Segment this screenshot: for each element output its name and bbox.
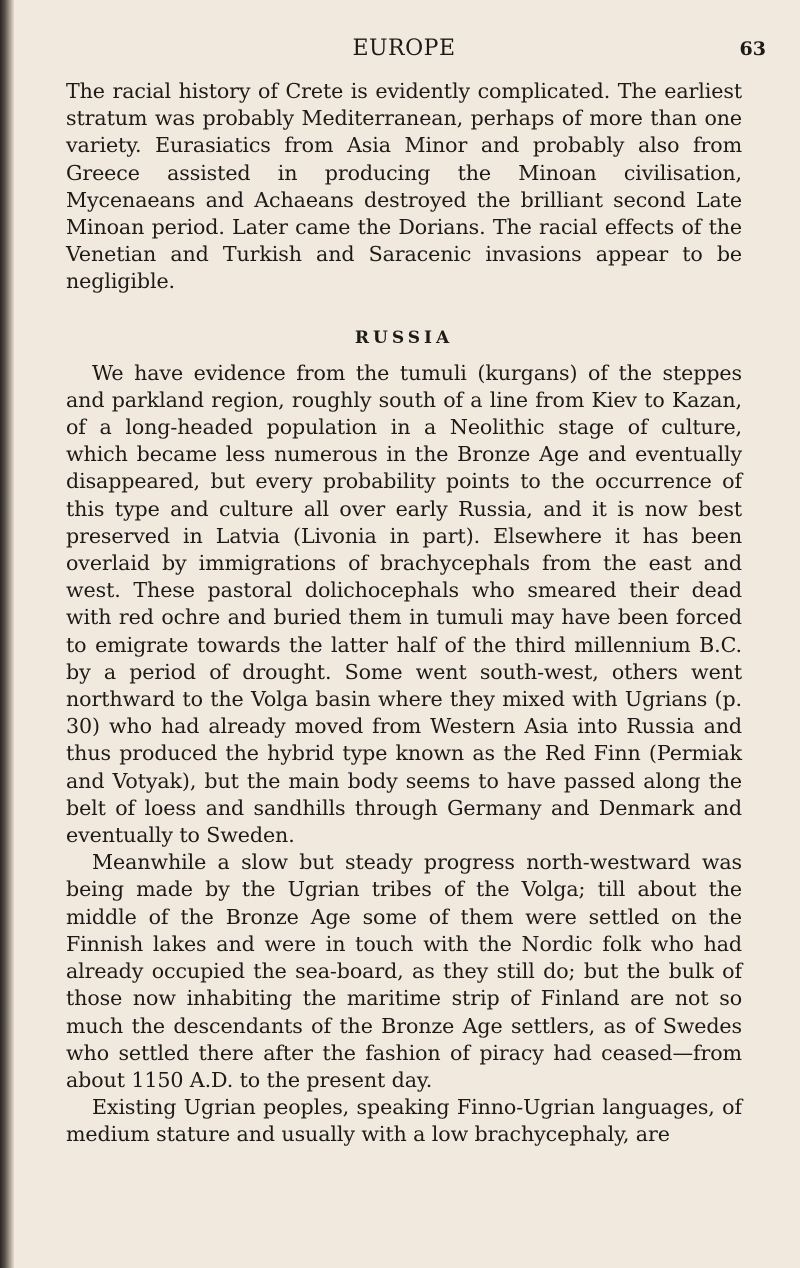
paragraph-russia-1: We have evidence from the tumuli (kurgans) of the steppes and parkland region, roughly south of a line from Kiev to Kazan, of a long-headed population in a Neolithic stage of culture, which became less numerous in the Bronze Age and eventually disappeared, but every probability points to the occurrence of this type and culture all over early Russia, and it is now best preserved in Latvia (Livonia in part). Elsewhere it has been overlaid by immigrations of brachycephals from the east and west. These pastoral dolichocephals who smeared their dead with red ochre and buried them in tumuli may have been forced to emigrate towards the latter half of the third millennium B.C. by a period of drought. Some went south-west, others went northward to the Volga basin where they mixed with Ugrians (p. 30) who had already moved from Western Asia into Russia and thus produced the hybrid type known as the Red Finn (Permiak and Votyak), but the main body seems to have passed along the belt of loess and sandhills through Germany and Denmark and eventually to Sweden. <box>66 360 742 848</box>
page-number: 63 <box>739 38 766 60</box>
running-head <box>66 36 766 66</box>
paragraph-russia-2: Meanwhile a slow but steady progress north-westward was being made by the Ugrian tribes of the Volga; till about the middle of the Bronze Age some of them were settled on the Finnish lakes and were in touch with the Nordic folk who had already occupied the sea-board, as they still do; but the bulk of those now inhabiting the maritime strip of Finland are not so much the descendants of the Bronze Age settlers, as of Swedes who settled there after the fashion of piracy had ceased—from about 1150 A.D. to the present day. <box>66 850 742 1092</box>
paragraph-crete: The racial history of Crete is evidently complicated. The earliest stratum was probably Mediterranean, perhaps of more than one variety. Eurasiatics from Asia Minor and probably also from Greece assisted in producing the Minoan civilisation, Mycenaeans and Achaeans destroyed the brilliant second Late Minoan period. Later came the Dorians. The racial effects of the Venetian and Turkish and Saracenic invasions appear to be negligible. <box>66 79 742 294</box>
paragraph-russia-3: Existing Ugrian peoples, speaking Finno-Ugrian languages, of medium stature and usually with a low brachycephaly, are <box>66 1095 742 1147</box>
running-head-title: EUROPE <box>352 36 456 61</box>
section-heading-russia: RUSSIA <box>354 327 454 348</box>
book-binding-shadow <box>0 0 14 1268</box>
body-text <box>66 78 742 1149</box>
